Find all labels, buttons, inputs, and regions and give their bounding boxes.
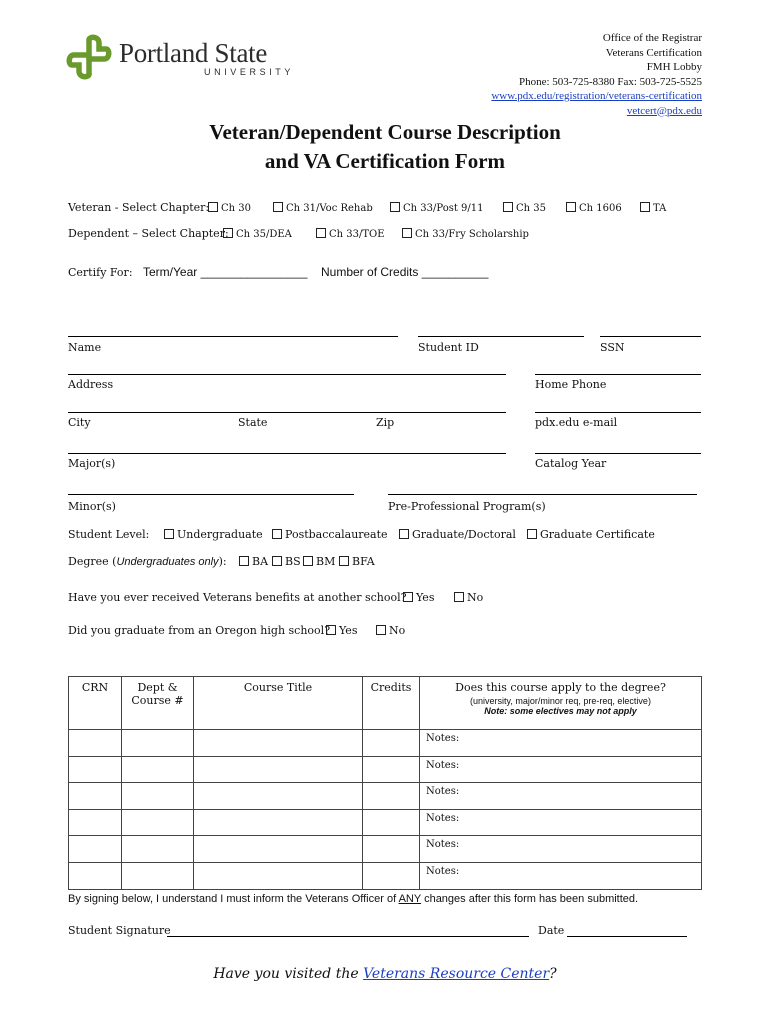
notes-cell[interactable]: Notes: [420,756,702,783]
ssn-line[interactable] [600,336,701,337]
checkbox-icon[interactable] [402,228,412,238]
veteran-option-ch33[interactable]: Ch 33/Post 9/11 [390,202,484,214]
veteran-option-ch31[interactable]: Ch 31/Voc Rehab [273,202,373,214]
level-postbacc[interactable]: Postbaccalaureate [272,528,388,541]
state-label: State [238,416,268,429]
checkbox-icon[interactable] [503,202,513,212]
checkbox-icon[interactable] [303,556,313,566]
major-line[interactable] [68,453,506,454]
veteran-option-ta[interactable]: TA [640,202,666,214]
office-name: Office of the Registrar [602,32,702,44]
veteran-option-ch1606[interactable]: Ch 1606 [566,202,622,214]
form-title-line2: and VA Certification Form [264,149,506,173]
level-graduate-certificate[interactable]: Graduate Certificate [527,528,655,541]
course-title-header: Course Title [194,677,363,730]
table-row[interactable] [69,783,702,810]
checkbox-icon[interactable] [403,592,413,602]
degree-label: Degree (Undergraduates only): [68,555,227,568]
address-line[interactable] [68,374,506,375]
checkbox-icon[interactable] [640,202,650,212]
certify-label: Certify For: [68,266,133,279]
catalog-year-line[interactable] [535,453,701,454]
catalog-year-label: Catalog Year [535,457,607,470]
benefits-yes[interactable]: Yes [403,591,434,604]
checkbox-icon[interactable] [316,228,326,238]
minor-line[interactable] [68,494,354,495]
checkbox-icon[interactable] [390,202,400,212]
office-dept: Veterans Certification [605,46,702,59]
resource-center-question: Have you visited the Veterans Resource Center? [213,966,557,982]
degree-ba[interactable]: BA [239,555,268,568]
checkbox-icon[interactable] [272,529,282,539]
table-row[interactable] [69,809,702,836]
email-line[interactable] [535,412,701,413]
degree-bm[interactable]: BM [303,555,335,568]
office-email-link[interactable]: vetcert@pdx.edu [626,104,702,117]
table-row[interactable] [69,756,702,783]
benefits-question: Have you ever received Veterans benefits at another school? [68,591,407,604]
checkbox-icon[interactable] [339,556,349,566]
dept-course-header: Dept & Course # [122,677,194,730]
notes-cell[interactable]: Notes: [420,730,702,757]
address-label: Address [68,378,114,391]
veteran-option-ch35[interactable]: Ch 35 [503,202,546,214]
checkbox-icon[interactable] [376,625,386,635]
veterans-resource-center-link[interactable]: Veterans Resource Center [363,966,550,982]
course-table-header [69,677,702,730]
home-phone-line[interactable] [535,374,701,375]
table-row[interactable] [69,862,702,889]
signature-line[interactable] [167,936,529,937]
checkbox-icon[interactable] [208,202,218,212]
credits-field[interactable]: Number of Credits __________ [321,265,489,279]
city-label: City [68,416,91,429]
city-state-zip-line[interactable] [68,412,506,413]
student-id-line[interactable] [418,336,584,337]
home-phone-label: Home Phone [535,378,607,391]
logo-subtitle: UNIVERSITY [204,67,295,77]
applies-header: Does this course apply to the degree? (university, major/minor req, pre-req, elective) Note: some electives may not apply [420,677,702,730]
checkbox-icon[interactable] [223,228,233,238]
oregon-question: Did you graduate from an Oregon high school? [68,624,331,637]
crn-header: CRN [69,677,122,730]
checkbox-icon[interactable] [273,202,283,212]
credits-header: Credits [363,677,420,730]
signing-statement: By signing below, I understand I must inform the Veterans Officer of ANY changes after this form has been submitted. [68,893,639,905]
oregon-yes[interactable]: Yes [326,624,357,637]
notes-cell[interactable]: Notes: [420,862,702,889]
checkbox-icon[interactable] [566,202,576,212]
checkbox-icon[interactable] [272,556,282,566]
name-line[interactable] [68,336,398,337]
student-id-label: Student ID [418,341,479,354]
logo-title: Portland State [119,38,268,68]
name-label: Name [68,341,102,354]
level-undergraduate[interactable]: Undergraduate [164,528,263,541]
notes-cell[interactable]: Notes: [420,836,702,863]
checkbox-icon[interactable] [164,529,174,539]
oregon-no[interactable]: No [376,624,405,637]
email-label: pdx.edu e-mail [535,416,618,429]
notes-cell[interactable]: Notes: [420,783,702,810]
benefits-no[interactable]: No [454,591,483,604]
table-row[interactable] [69,730,702,757]
veteran-chapter-label: Veteran - Select Chapter: [68,201,210,214]
student-level-label: Student Level: [68,528,150,541]
degree-bs[interactable]: BS [272,555,301,568]
table-row[interactable] [69,836,702,863]
dependent-chapter-label: Dependent – Select Chapter: [68,227,229,240]
ssn-label: SSN [600,341,625,354]
psu-logo-icon [66,34,112,80]
pre-prof-line[interactable] [388,494,697,495]
dependent-option-ch33-fry[interactable]: Ch 33/Fry Scholarship [402,228,529,240]
dependent-option-ch33-toe[interactable]: Ch 33/TOE [316,228,385,240]
major-label: Major(s) [68,457,116,470]
level-graduate-doctoral[interactable]: Graduate/Doctoral [399,528,516,541]
checkbox-icon[interactable] [399,529,409,539]
checkbox-icon[interactable] [239,556,249,566]
dependent-option-ch35[interactable]: Ch 35/DEA [223,228,292,240]
checkbox-icon[interactable] [326,625,336,635]
veteran-option-ch30[interactable]: Ch 30 [208,202,251,214]
office-url-link[interactable]: www.pdx.edu/registration/veterans-certification [491,90,702,102]
office-phone: Phone: 503-725-8380 Fax: 503-725-5525 [518,75,702,88]
date-line[interactable] [567,936,687,937]
degree-bfa[interactable]: BFA [339,555,375,568]
checkbox-icon[interactable] [454,592,464,602]
minor-label: Minor(s) [68,500,116,513]
term-year-field[interactable]: Term/Year ________________ [143,265,308,279]
zip-label: Zip [376,416,395,429]
office-location: FMH Lobby [646,61,702,73]
course-table [68,676,702,890]
form-title-line1: Veteran/Dependent Course Description [209,120,561,144]
notes-cell[interactable]: Notes: [420,809,702,836]
date-label: Date [538,924,565,937]
checkbox-icon[interactable] [527,529,537,539]
signature-label: Student Signature [68,924,171,937]
form-title [0,118,770,176]
pre-prof-label: Pre-Professional Program(s) [388,500,546,513]
